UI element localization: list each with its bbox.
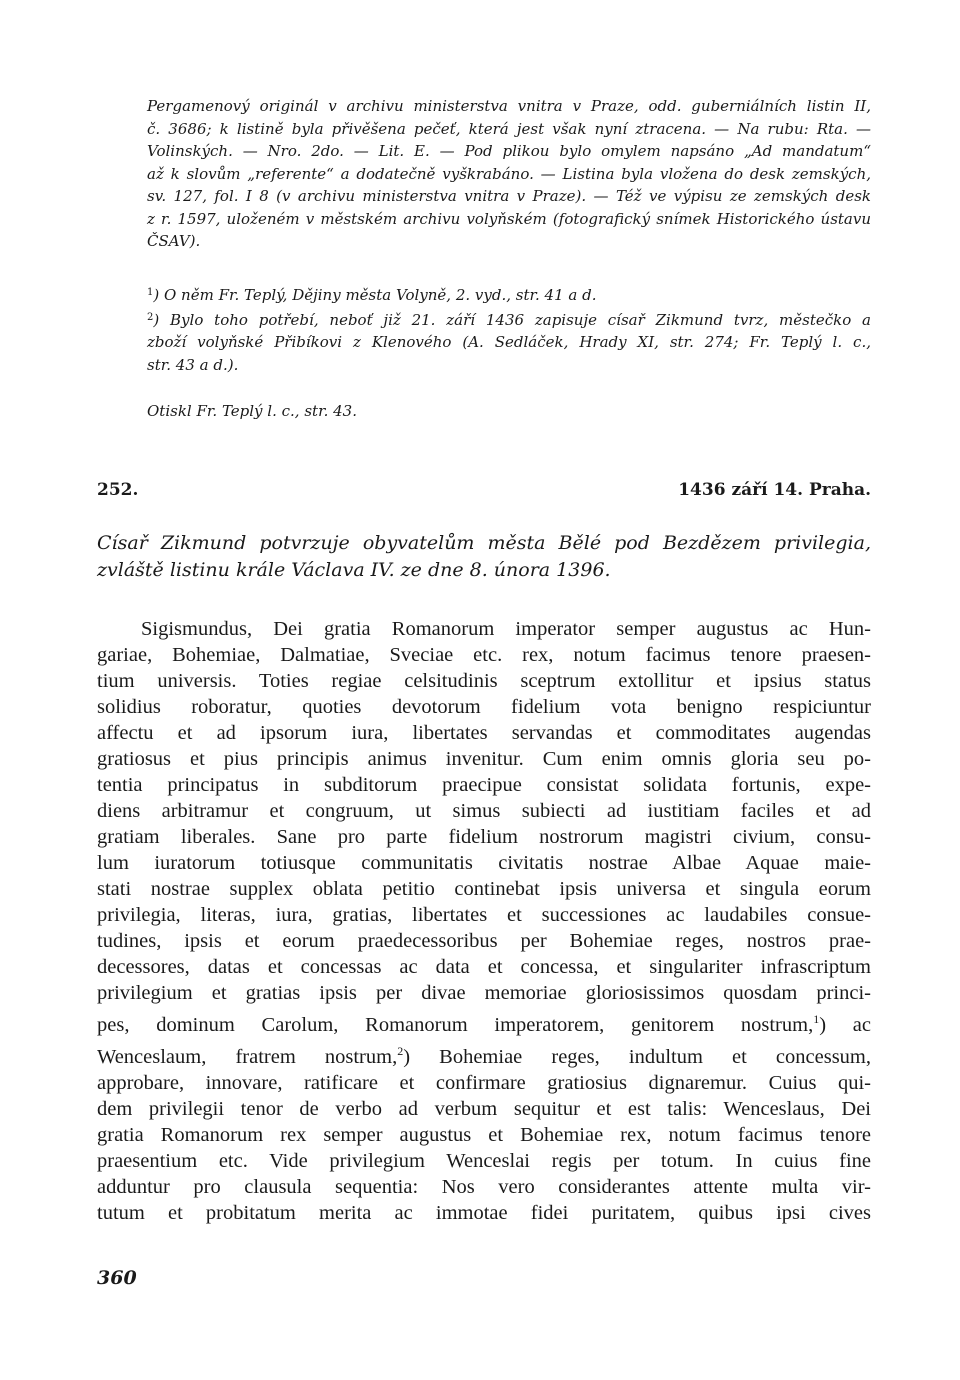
footnote-ref: 1 xyxy=(813,1012,820,1026)
body-line: gratia Romanorum rex semper augustus et Bohemiae rex, notum facimus tenore xyxy=(97,1124,871,1146)
source-note-line: z r. 1597, uloženém v městském archivu volyňském (fotografický snímek Historického ústavu xyxy=(147,209,871,228)
footnote-2 xyxy=(147,307,871,332)
regest-line: Císař Zikmund potvrzuje obyvatelům města Bělé pod Bezdězem privilegia, xyxy=(97,532,871,554)
body-line: privilegium et gratias ipsis per divae memoriae gloriosissimos quosdam princi- xyxy=(97,982,871,1004)
document-date-place: 1436 září 14. Praha. xyxy=(678,480,871,500)
body-line: diens arbitramur et congruum, ut simus subiecti ad iustitiam faciles et ad xyxy=(97,800,871,822)
body-text-segment: ) Bohemiae reges, indultum et concessum, xyxy=(403,1046,871,1068)
source-note-line: až k slovům „referente“ a dodatečně vyškrabáno. — Listina byla vložena do desk zemských, xyxy=(147,164,871,183)
footnote-line: str. 43 a d.). xyxy=(147,355,239,374)
source-note-line: ČSAV). xyxy=(147,232,201,250)
body-line: gratiam liberales. Sane pro parte fidelium nostrorum magistri civium, consu- xyxy=(97,826,871,848)
regest-line: zvláště listinu krále Václava IV. ze dne 8. února 1396. xyxy=(97,559,611,581)
source-note-line: Volinských. — Nro. 2do. — Lit. E. — Pod plikou bylo omylem napsáno „Ad mandatum“ xyxy=(147,142,871,160)
body-text-segment: ) ac xyxy=(819,1014,871,1036)
source-note-line: sv. 127, fol. I 8 (v archivu ministerstva vnitra v Praze). — Též ve výpisu ze zemských desk xyxy=(147,187,871,205)
body-line: affectu et ad ipsorum iura, libertates servandas et commoditates augendas xyxy=(97,722,871,744)
body-line xyxy=(97,1038,871,1070)
document-regest xyxy=(97,530,871,584)
body-line: privilegia, literas, iura, gratias, libertates et successiones ac laudabiles consue- xyxy=(97,904,871,926)
body-line: decessores, datas et concessas ac data et concessa, et singulariter infrascriptum xyxy=(97,956,871,978)
footnote-ref: 2 xyxy=(397,1044,404,1058)
source-note xyxy=(147,95,871,253)
footnotes xyxy=(147,282,871,376)
footnote-text: ) Bylo toho potřebí, neboť již 21. září 1436 zapisuje císař Zikmund tvrz, městečko a xyxy=(153,310,871,329)
footnote-mark: 1 xyxy=(147,287,154,298)
printed-edition-note: Otiskl Fr. Teplý l. c., str. 43. xyxy=(147,402,357,420)
page-number: 360 xyxy=(97,1267,137,1289)
footnote-1 xyxy=(147,282,871,307)
body-line: gratiosus et pius principis animus invenitur. Cum enim omnis gloria seu po- xyxy=(97,748,871,770)
footnote-mark: 2 xyxy=(147,311,154,323)
body-line: dem privilegii tenor de verbo ad verbum sequitur et est talis: Wenceslaus, Dei xyxy=(97,1098,871,1120)
body-line: solidius roboratur, quoties devotorum fidelium vota benigno respiciuntur xyxy=(97,696,871,718)
body-line: lum iuratorum totiusque communitatis civitatis nostrae Albae Aquae maie- xyxy=(97,852,871,874)
body-line: tudines, ipsis et eorum praedecessoribus per Bohemiae reges, nostros prae- xyxy=(97,930,871,952)
body-line: tentia principatus in subditorum praecipue consistat solidata fortunis, expe- xyxy=(97,774,871,796)
body-line: Sigismundus, Dei gratia Romanorum imperator semper augustus ac Hun- xyxy=(141,618,871,640)
document-body xyxy=(97,616,871,1226)
source-note-line: č. 3686; k listině byla přivěšena pečeť, která jest však nyní ztracena. — Na rubu: Rta. — xyxy=(147,119,871,138)
body-text-segment: Wenceslaum, fratrem nostrum, xyxy=(97,1046,398,1068)
body-line xyxy=(97,1006,871,1038)
source-note-line: Pergamenový originál v archivu ministerstva vnitra v Praze, odd. guberniálních listin II, xyxy=(147,97,871,115)
footnote-text: ) O něm Fr. Teplý, Dějiny města Volyně, 2. vyd., str. 41 a d. xyxy=(153,286,597,304)
body-line: tutum et probitatum merita ac immotae fidei puritatem, quibus ipsi cives xyxy=(97,1202,871,1224)
footnote-line: zboží volyňské Přibíkovi z Klenového (A. Sedláček, Hrady XI, str. 274; Fr. Teplý l. c., xyxy=(147,333,871,351)
body-line: stati nostrae supplex oblata petitio continebat ipsis universa et singula eorum xyxy=(97,878,871,900)
body-line: approbare, innovare, ratificare et confirmare gratiosius dignaremur. Cuius qui- xyxy=(97,1072,871,1094)
body-line: tium universis. Toties regiae celsitudinis sceptrum extollitur et ipsius status xyxy=(97,670,871,692)
document-number: 252. xyxy=(97,480,139,500)
body-line: gariae, Bohemiae, Dalmatiae, Sveciae etc. rex, notum facimus tenore praesen- xyxy=(97,644,871,666)
body-text-segment: pes, dominum Carolum, Romanorum imperatorem, genitorem nostrum, xyxy=(97,1014,814,1036)
body-line: adduntur pro clausula sequentia: Nos vero considerantes attente multa vir- xyxy=(97,1176,871,1198)
body-line: praesentium etc. Vide privilegium Wenceslai regis per totum. In cuius fine xyxy=(97,1150,871,1172)
